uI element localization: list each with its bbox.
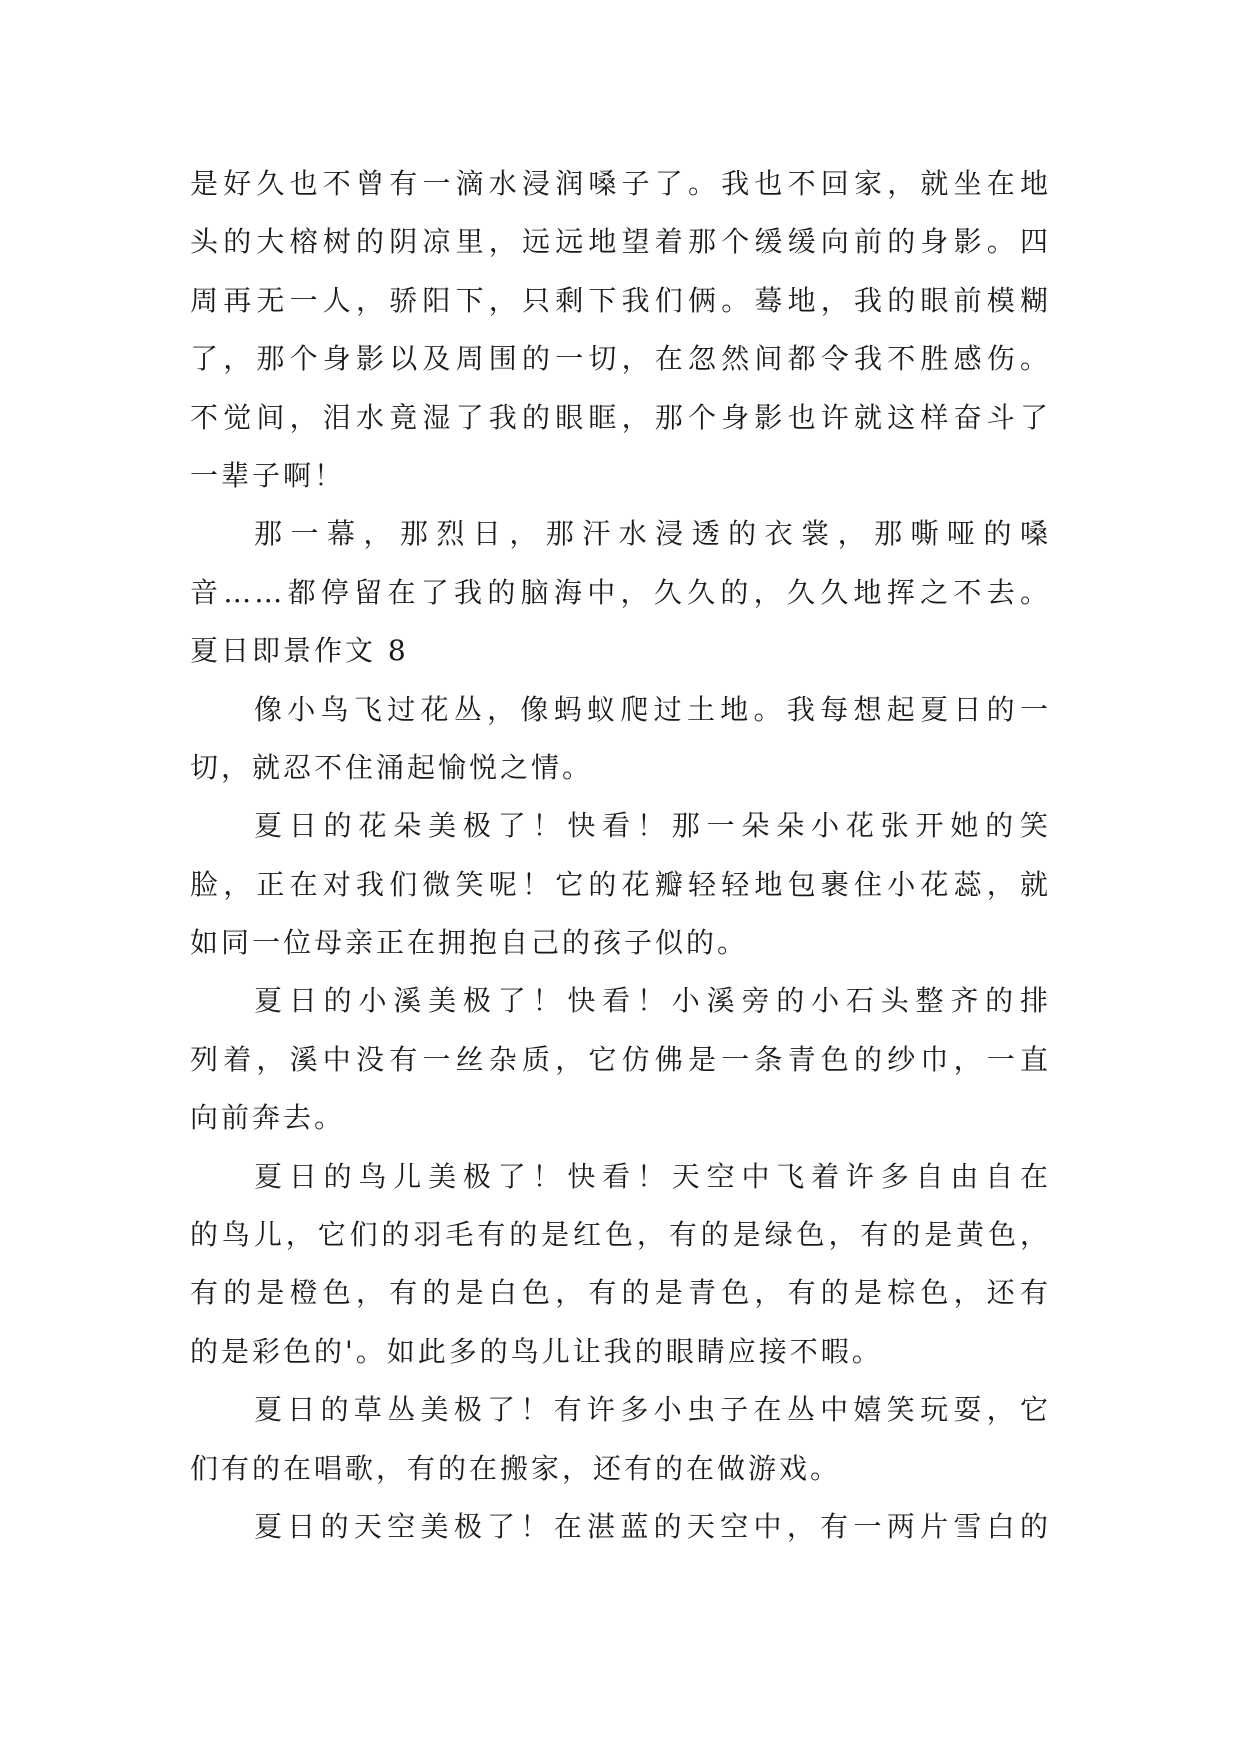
text-line: 了，那个身影以及周围的一切，在忽然间都令我不胜感伤。: [190, 342, 1051, 376]
text-line: 脸，正在对我们微笑呢！它的花瓣轻轻地包裹住小花蕊，就: [190, 867, 1051, 901]
heading-text: 夏日即景作文 8: [190, 634, 409, 668]
text-line: 的鸟儿，它们的羽毛有的是红色，有的是绿色，有的是黄色，: [190, 1218, 1051, 1252]
paragraph: [190, 155, 1051, 505]
text-line: 音……都停留在了我的脑海中，久久的，久久地挥之不去。: [190, 575, 1051, 609]
text-line: 周再无一人，骄阳下，只剩下我们俩。蓦地，我的眼前模糊: [190, 283, 1051, 317]
section-heading: [190, 622, 1051, 680]
document-body: [190, 155, 1051, 1556]
text-line: 夏日的鸟儿美极了！快看！天空中飞着许多自由自在: [254, 1159, 1051, 1193]
text-line: 如同一位母亲正在拥抱自己的孩子似的。: [190, 926, 749, 960]
text-line: 夏日的草丛美极了！有许多小虫子在丛中嬉笑玩耍，它: [254, 1393, 1051, 1427]
text-line: 夏日的天空美极了！在湛蓝的天空中，有一两片雪白的: [254, 1509, 1051, 1543]
paragraph: [190, 681, 1051, 798]
text-line: 不觉间，泪水竟湿了我的眼眶，那个身影也许就这样奋斗了: [190, 400, 1051, 434]
text-line: 列着，溪中没有一丝杂质，它仿佛是一条青色的纱巾，一直: [190, 1042, 1051, 1076]
text-line: 那一幕，那烈日，那汗水浸透的衣裳，那嘶哑的嗓: [254, 517, 1051, 551]
text-line: 有的是橙色，有的是白色，有的是青色，有的是棕色，还有: [190, 1276, 1051, 1310]
text-line: 的是彩色的'。如此多的鸟儿让我的眼睛应接不暇。: [190, 1334, 883, 1368]
paragraph: [190, 797, 1051, 972]
text-line: 夏日的小溪美极了！快看！小溪旁的小石头整齐的排: [254, 984, 1051, 1018]
text-line: 向前奔去。: [190, 1101, 346, 1135]
text-line: 头的大榕树的阴凉里，远远地望着那个缓缓向前的身影。四: [190, 225, 1051, 259]
text-line: 们有的在唱歌，有的在搬家，还有的在做游戏。: [190, 1451, 842, 1485]
paragraph: [190, 505, 1051, 622]
paragraph: [190, 972, 1051, 1147]
paragraph: [190, 1148, 1051, 1382]
text-line: 是好久也不曾有一滴水浸润嗓子了。我也不回家，就坐在地: [190, 167, 1051, 200]
text-line: 夏日的花朵美极了！快看！那一朵朵小花张开她的笑: [254, 809, 1051, 843]
text-line: 像小鸟飞过花丛，像蚂蚁爬过土地。我每想起夏日的一: [254, 692, 1051, 726]
paragraph: [190, 1498, 1051, 1556]
paragraph: [190, 1381, 1051, 1498]
text-line: 一辈子啊！: [190, 458, 346, 492]
text-line: 切，就忍不住涌起愉悦之情。: [190, 750, 594, 784]
